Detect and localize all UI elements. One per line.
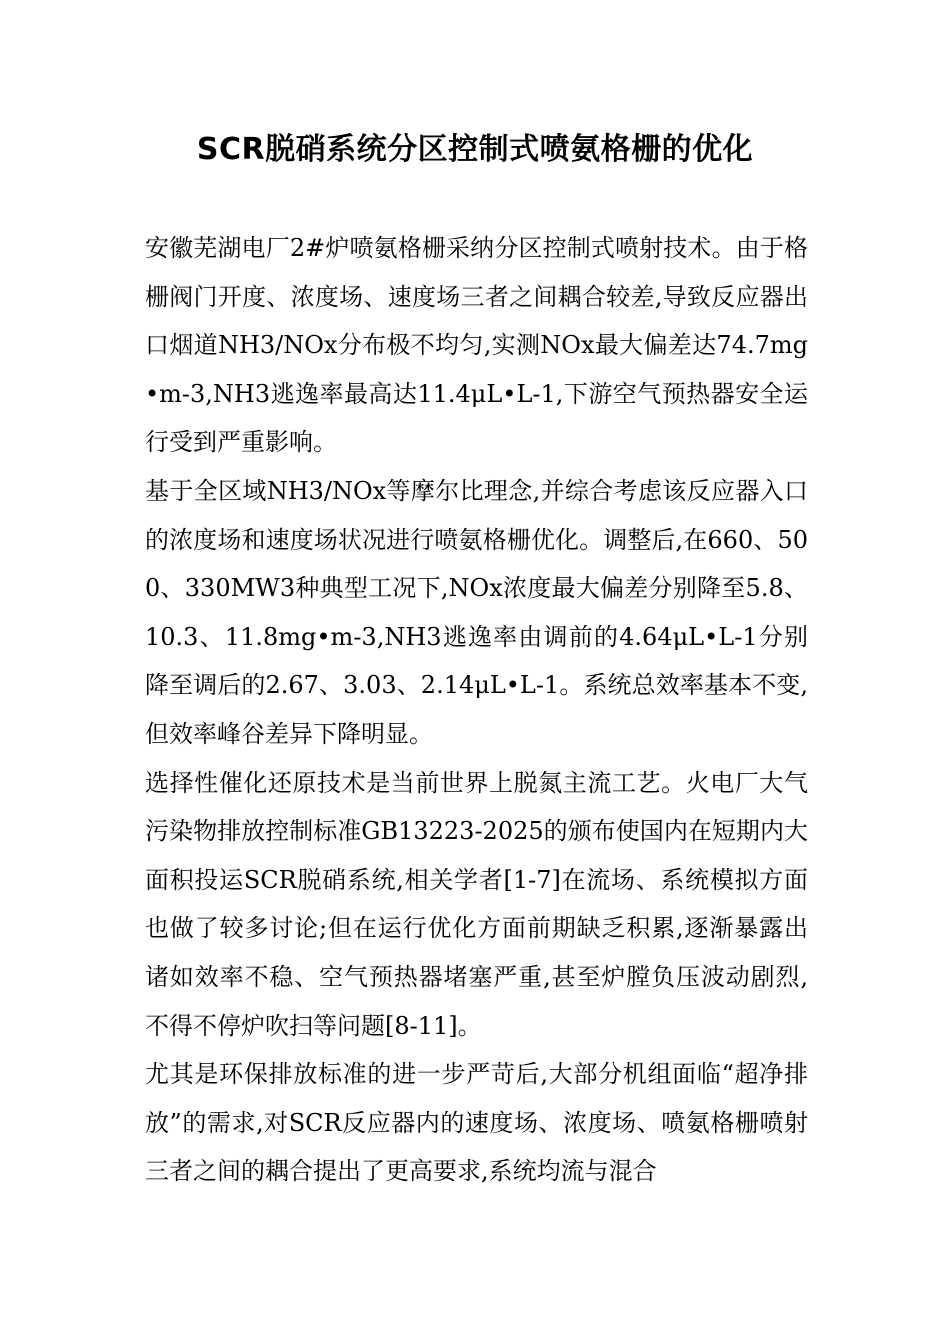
document-title: SCR脱硝系统分区控制式喷氨格栅的优化 — [196, 132, 754, 167]
paragraph-1: 安徽芜湖电厂2#炉喷氨格栅采纳分区控制式喷射技术。由于格栅阀门开度、浓度场、速度场三者之间耦合较差,导致反应器出口烟道NH3/NOx分布极不均匀,实测NOx最大偏差达74.7mg•m-3,NH3逃逸率最高达11.4μL•L-1,下游空气预热器安全运行受到严重影响。 — [145, 234, 808, 457]
document-body — [145, 224, 808, 1196]
paragraph-4: 尤其是环保排放标准的进一步严苛后,大部分机组面临“超净排放”的需求,对SCR反应器内的速度场、浓度场、喷氨格栅喷射三者之间的耦合提出了更高要求,系统均流与混合 — [145, 1060, 808, 1186]
paragraph-2: 基于全区域NH3/NOx等摩尔比理念,并综合考虑该反应器入口的浓度场和速度场状况进行喷氨格栅优化。调整后,在660、500、330MW3种典型工况下,NOx浓度最大偏差分别降至5.8、10.3、11.8mg•m-3,NH3逃逸率由调前的4.64μL•L-1分别降至调后的2.67、3.03、2.14μL•L-1。系统总效率基本不变,但效率峰谷差异下降明显。 — [145, 476, 808, 748]
paragraph-3: 选择性催化还原技术是当前世界上脱氮主流工艺。火电厂大气污染物排放控制标准GB13223-2025的颁布使国内在短期内大面积投运SCR脱硝系统,相关学者[1-7]在流场、系统模拟方面也做了较多讨论;但在运行优化方面前期缺乏积累,逐渐暴露出诸如效率不稳、空气预热器堵塞严重,甚至炉膛负压波动剧烈,不得不停炉吹扫等问题[8-11]。 — [145, 768, 808, 1040]
